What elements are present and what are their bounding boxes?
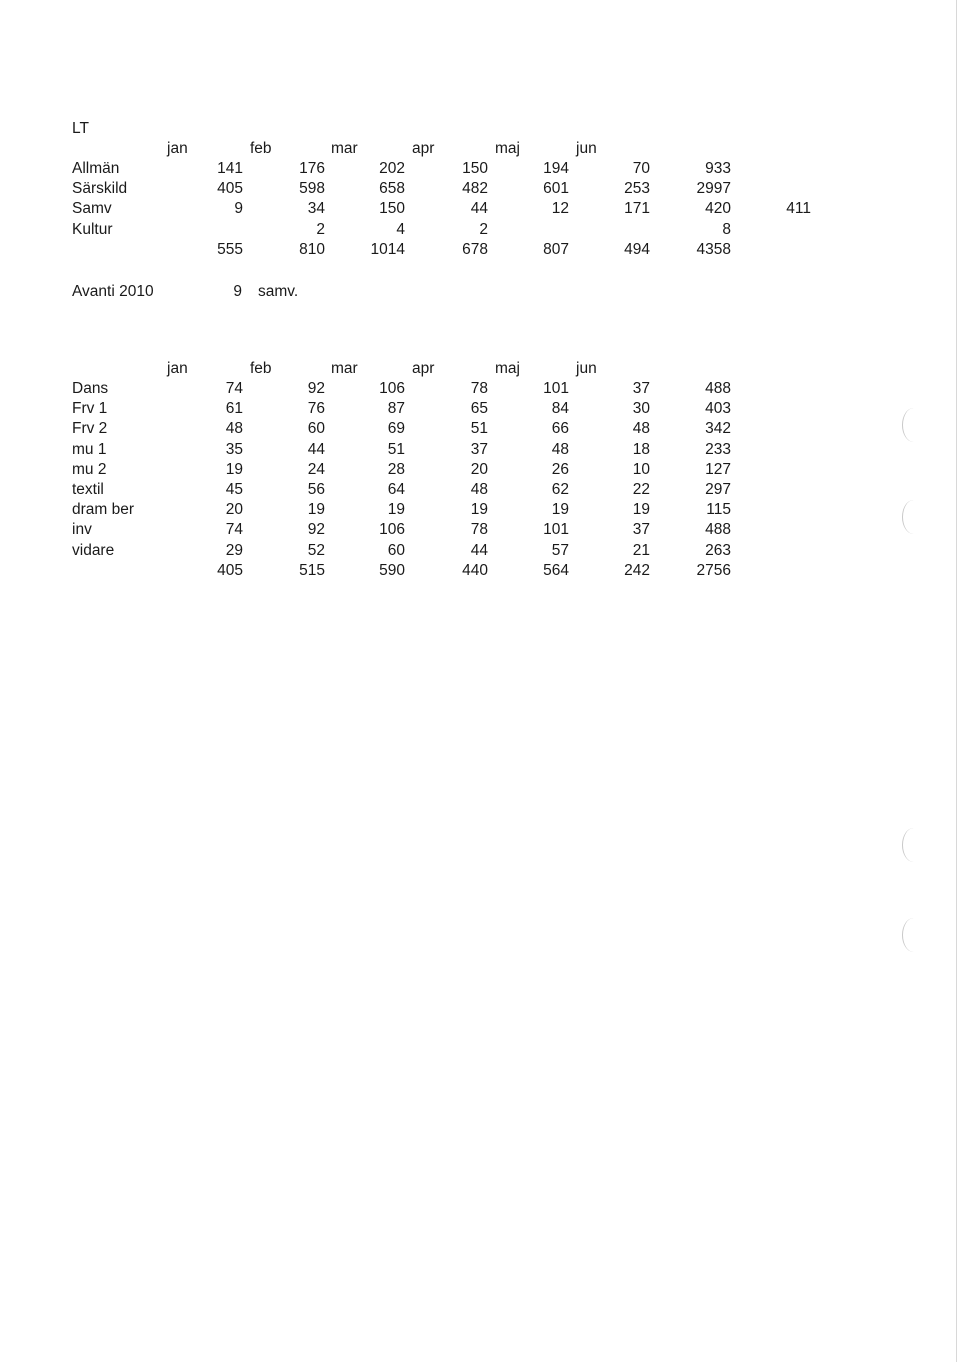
table-cell: 2 [316, 221, 325, 238]
table-cell: 601 [543, 180, 569, 197]
row-total-cell: 403 [705, 400, 731, 417]
table-cell: 48 [551, 441, 569, 458]
row-total-cell: 127 [705, 461, 731, 478]
row-label: inv [72, 521, 92, 538]
row-label: vidare [72, 542, 115, 559]
table-cell: 84 [551, 400, 569, 417]
month-header: maj [495, 140, 520, 157]
month-header: apr [412, 360, 435, 377]
table-cell: 35 [225, 441, 243, 458]
month-header: jun [576, 140, 597, 157]
row-total-cell: 115 [706, 501, 731, 518]
table-cell: 19 [551, 501, 569, 518]
table-cell: 494 [624, 241, 650, 258]
punch-hole-mark [902, 828, 925, 862]
punch-hole-mark [902, 408, 925, 442]
table-cell: 590 [379, 562, 405, 579]
table-cell: 171 [624, 200, 650, 217]
table-cell: 106 [379, 380, 405, 397]
row-label: mu 1 [72, 441, 107, 458]
month-header: mar [331, 360, 358, 377]
table-cell: 57 [551, 542, 569, 559]
table-cell: 807 [543, 241, 569, 258]
avanti-value: 9 [233, 283, 242, 300]
table-cell: 202 [379, 160, 405, 177]
table-cell: 555 [217, 241, 243, 258]
page-title: LT [72, 120, 89, 137]
table-cell: 51 [470, 420, 488, 437]
table-cell: 405 [217, 562, 243, 579]
table-cell: 78 [470, 521, 488, 538]
table-cell: 194 [543, 160, 569, 177]
row-total-cell: 4358 [696, 241, 731, 258]
row-label: Kultur [72, 221, 113, 238]
month-header: jan [167, 140, 188, 157]
table-cell: 78 [470, 380, 488, 397]
month-header: jan [167, 360, 188, 377]
avanti-unit: samv. [258, 283, 299, 300]
row-total-cell: 933 [705, 160, 731, 177]
table-cell: 19 [387, 501, 405, 518]
table-cell: 21 [632, 542, 650, 559]
table-cell: 176 [299, 160, 325, 177]
table-cell: 141 [217, 160, 243, 177]
table-cell: 564 [543, 562, 569, 579]
table-cell: 61 [225, 400, 243, 417]
table-cell: 19 [307, 501, 325, 518]
month-header: jun [576, 360, 597, 377]
row-label: Samv [72, 200, 112, 217]
table-cell: 24 [307, 461, 325, 478]
table-cell: 405 [217, 180, 243, 197]
table-cell: 598 [299, 180, 325, 197]
month-header: maj [495, 360, 520, 377]
row-label: Särskild [72, 180, 128, 197]
table-cell: 74 [225, 380, 243, 397]
row-total-cell: 2756 [696, 562, 731, 579]
row-label: mu 2 [72, 461, 107, 478]
table-cell: 48 [632, 420, 650, 437]
table-cell: 482 [462, 180, 488, 197]
table-cell: 4 [396, 221, 405, 238]
table-cell: 9 [234, 200, 243, 217]
punch-hole-mark [902, 500, 925, 534]
table-cell: 22 [632, 481, 650, 498]
side-note-value: 411 [786, 200, 811, 217]
table-cell: 10 [632, 461, 650, 478]
row-label: textil [72, 481, 104, 498]
table-cell: 101 [543, 380, 569, 397]
month-header: feb [250, 360, 272, 377]
month-header: mar [331, 140, 358, 157]
table-cell: 37 [470, 441, 488, 458]
row-total-cell: 488 [705, 380, 731, 397]
table-cell: 69 [387, 420, 405, 437]
table-cell: 440 [462, 562, 488, 579]
row-total-cell: 297 [705, 481, 731, 498]
table-cell: 44 [307, 441, 325, 458]
table-cell: 20 [470, 461, 488, 478]
table-cell: 48 [225, 420, 243, 437]
table-cell: 92 [307, 521, 325, 538]
table-cell: 20 [225, 501, 243, 518]
table-cell: 62 [551, 481, 569, 498]
table-cell: 74 [225, 521, 243, 538]
table-cell: 66 [551, 420, 569, 437]
row-label: dram ber [72, 501, 135, 518]
punch-hole-mark [902, 918, 925, 952]
table-cell: 515 [299, 562, 325, 579]
table-cell: 19 [225, 461, 243, 478]
table-cell: 150 [379, 200, 405, 217]
table-cell: 37 [632, 521, 650, 538]
table-cell: 60 [307, 420, 325, 437]
table-cell: 19 [632, 501, 650, 518]
month-header: feb [250, 140, 272, 157]
table-cell: 101 [543, 521, 569, 538]
row-label: Frv 2 [72, 420, 108, 437]
table-cell: 28 [387, 461, 405, 478]
row-total-cell: 2997 [696, 180, 731, 197]
row-label: Frv 1 [72, 400, 108, 417]
row-total-cell: 263 [705, 542, 731, 559]
table-cell: 2 [479, 221, 488, 238]
table-cell: 678 [462, 241, 488, 258]
table-cell: 76 [307, 400, 325, 417]
table-cell: 37 [632, 380, 650, 397]
avanti-label: Avanti 2010 [72, 283, 154, 300]
table-cell: 242 [624, 562, 650, 579]
table-cell: 18 [632, 441, 650, 458]
table-cell: 44 [470, 200, 488, 217]
table-cell: 658 [379, 180, 405, 197]
table-cell: 70 [632, 160, 650, 177]
table-cell: 34 [307, 200, 325, 217]
table-cell: 29 [225, 542, 243, 559]
row-label: Allmän [72, 160, 120, 177]
table-cell: 12 [551, 200, 569, 217]
table-cell: 52 [307, 542, 325, 559]
row-total-cell: 420 [705, 200, 731, 217]
table-cell: 45 [225, 481, 243, 498]
table-cell: 253 [624, 180, 650, 197]
page-edge [956, 0, 957, 1362]
table-cell: 810 [299, 241, 325, 258]
table-cell: 64 [387, 481, 405, 498]
table-cell: 48 [470, 481, 488, 498]
table-cell: 87 [387, 400, 405, 417]
table-cell: 30 [632, 400, 650, 417]
row-label: Dans [72, 380, 109, 397]
table-cell: 92 [307, 380, 325, 397]
table-cell: 65 [470, 400, 488, 417]
row-total-cell: 488 [705, 521, 731, 538]
table-cell: 44 [470, 542, 488, 559]
month-header: apr [412, 140, 435, 157]
row-total-cell: 342 [705, 420, 731, 437]
row-total-cell: 8 [722, 221, 731, 238]
table-cell: 26 [551, 461, 569, 478]
table-cell: 150 [462, 160, 488, 177]
table-cell: 19 [470, 501, 488, 518]
row-total-cell: 233 [705, 441, 731, 458]
table-cell: 1014 [370, 241, 405, 258]
table-cell: 51 [387, 441, 405, 458]
table-cell: 56 [307, 481, 325, 498]
table-cell: 60 [387, 542, 405, 559]
table-cell: 106 [379, 521, 405, 538]
